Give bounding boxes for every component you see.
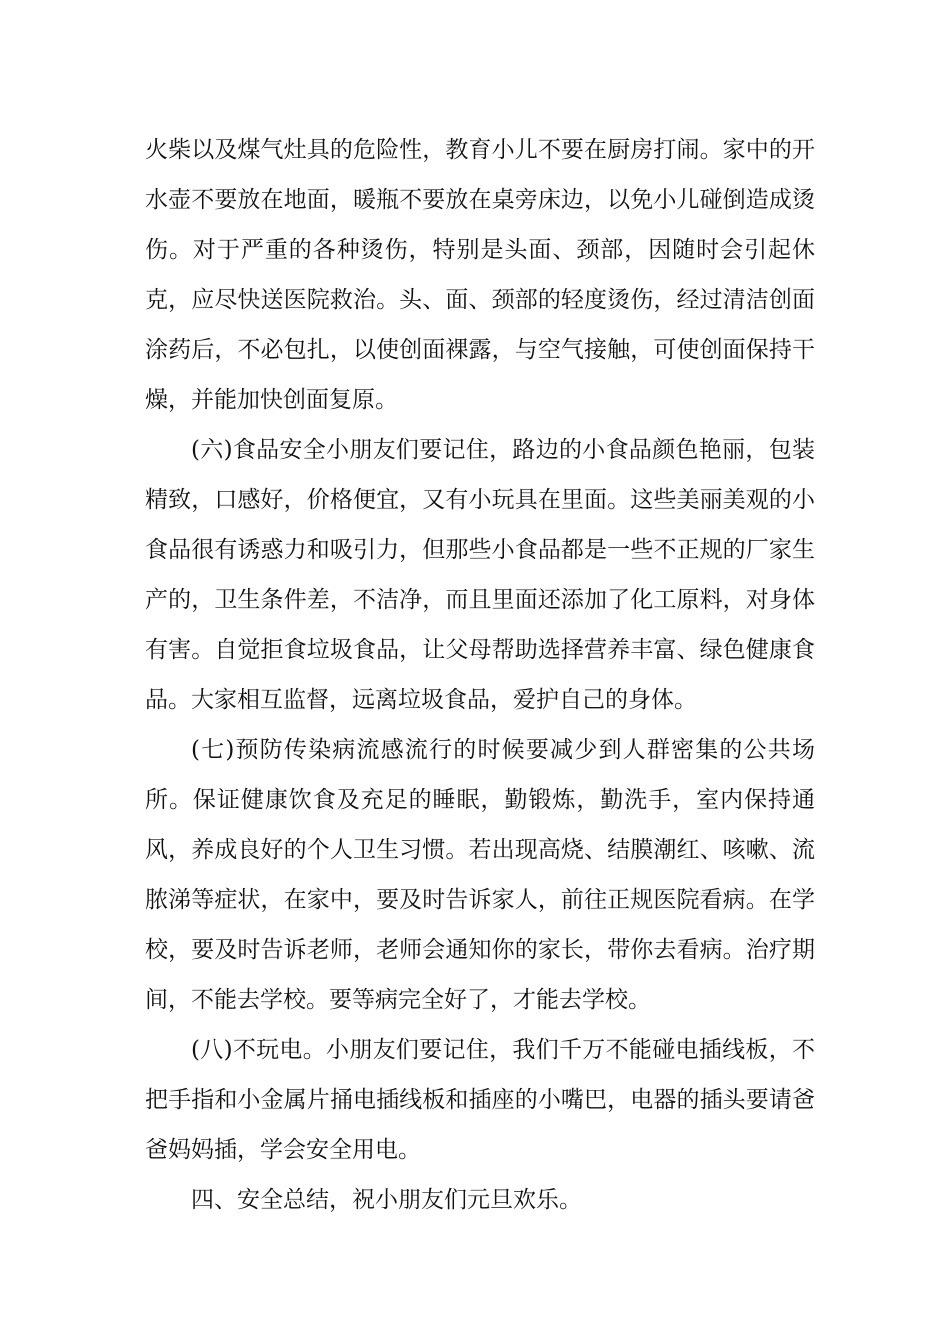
paragraph-food-safety: (六)食品安全小朋友们要记住，路边的小食品颜色艳丽，包装精致，口感好，价格便宜，又有小玩具在里面。这些美丽美观的小食品很有诱惑力和吸引力，但那些小食品都是一些不正规的厂家生产的，卫生条件差，不洁净，而且里面还添加了化工原料，对身体有害。自觉拒食垃圾食品，让父母帮助选择营养丰富、绿色健康食品。大家相互监督，远离垃圾食品，爱护自己的身体。 bbox=[145, 437, 815, 713]
paragraph-disease-prevention: (七)预防传染病流感流行的时候要减少到人群密集的公共场所。保证健康饮食及充足的睡眠，勤锻炼，勤洗手，室内保持通风，养成良好的个人卫生习惯。若出现高烧、结膜潮红、咳嗽、流脓涕等症状，在家中，要及时告诉家人，前往正规医院看病。在学校，要及时告诉老师，老师会通知你的家长，带你去看病。治疗期间，不能去学校。要等病完全好了，才能去学校。 bbox=[145, 737, 815, 1013]
paragraph-electricity: (八)不玩电。小朋友们要记住，我们千万不能碰电插线板，不把手指和小金属片捅电插线板和插座的小嘴巴，电器的插头要请爸爸妈妈插，学会安全用电。 bbox=[145, 1037, 815, 1163]
paragraph-summary: 四、安全总结，祝小朋友们元旦欢乐。 bbox=[191, 1187, 582, 1213]
document-page bbox=[145, 125, 815, 1225]
paragraph-burn-continuation: 火柴以及煤气灶具的危险性，教育小儿不要在厨房打闹。家中的开水壶不要放在地面，暖瓶不要放在桌旁床边，以免小儿碰倒造成烫伤。对于严重的各种烫伤，特别是头面、颈部，因随时会引起休克，应尽快送医院救治。头、面、颈部的轻度烫伤，经过清洁创面涂药后，不必包扎，以使创面裸露，与空气接触，可使创面保持干燥，并能加快创面复原。 bbox=[145, 137, 815, 413]
